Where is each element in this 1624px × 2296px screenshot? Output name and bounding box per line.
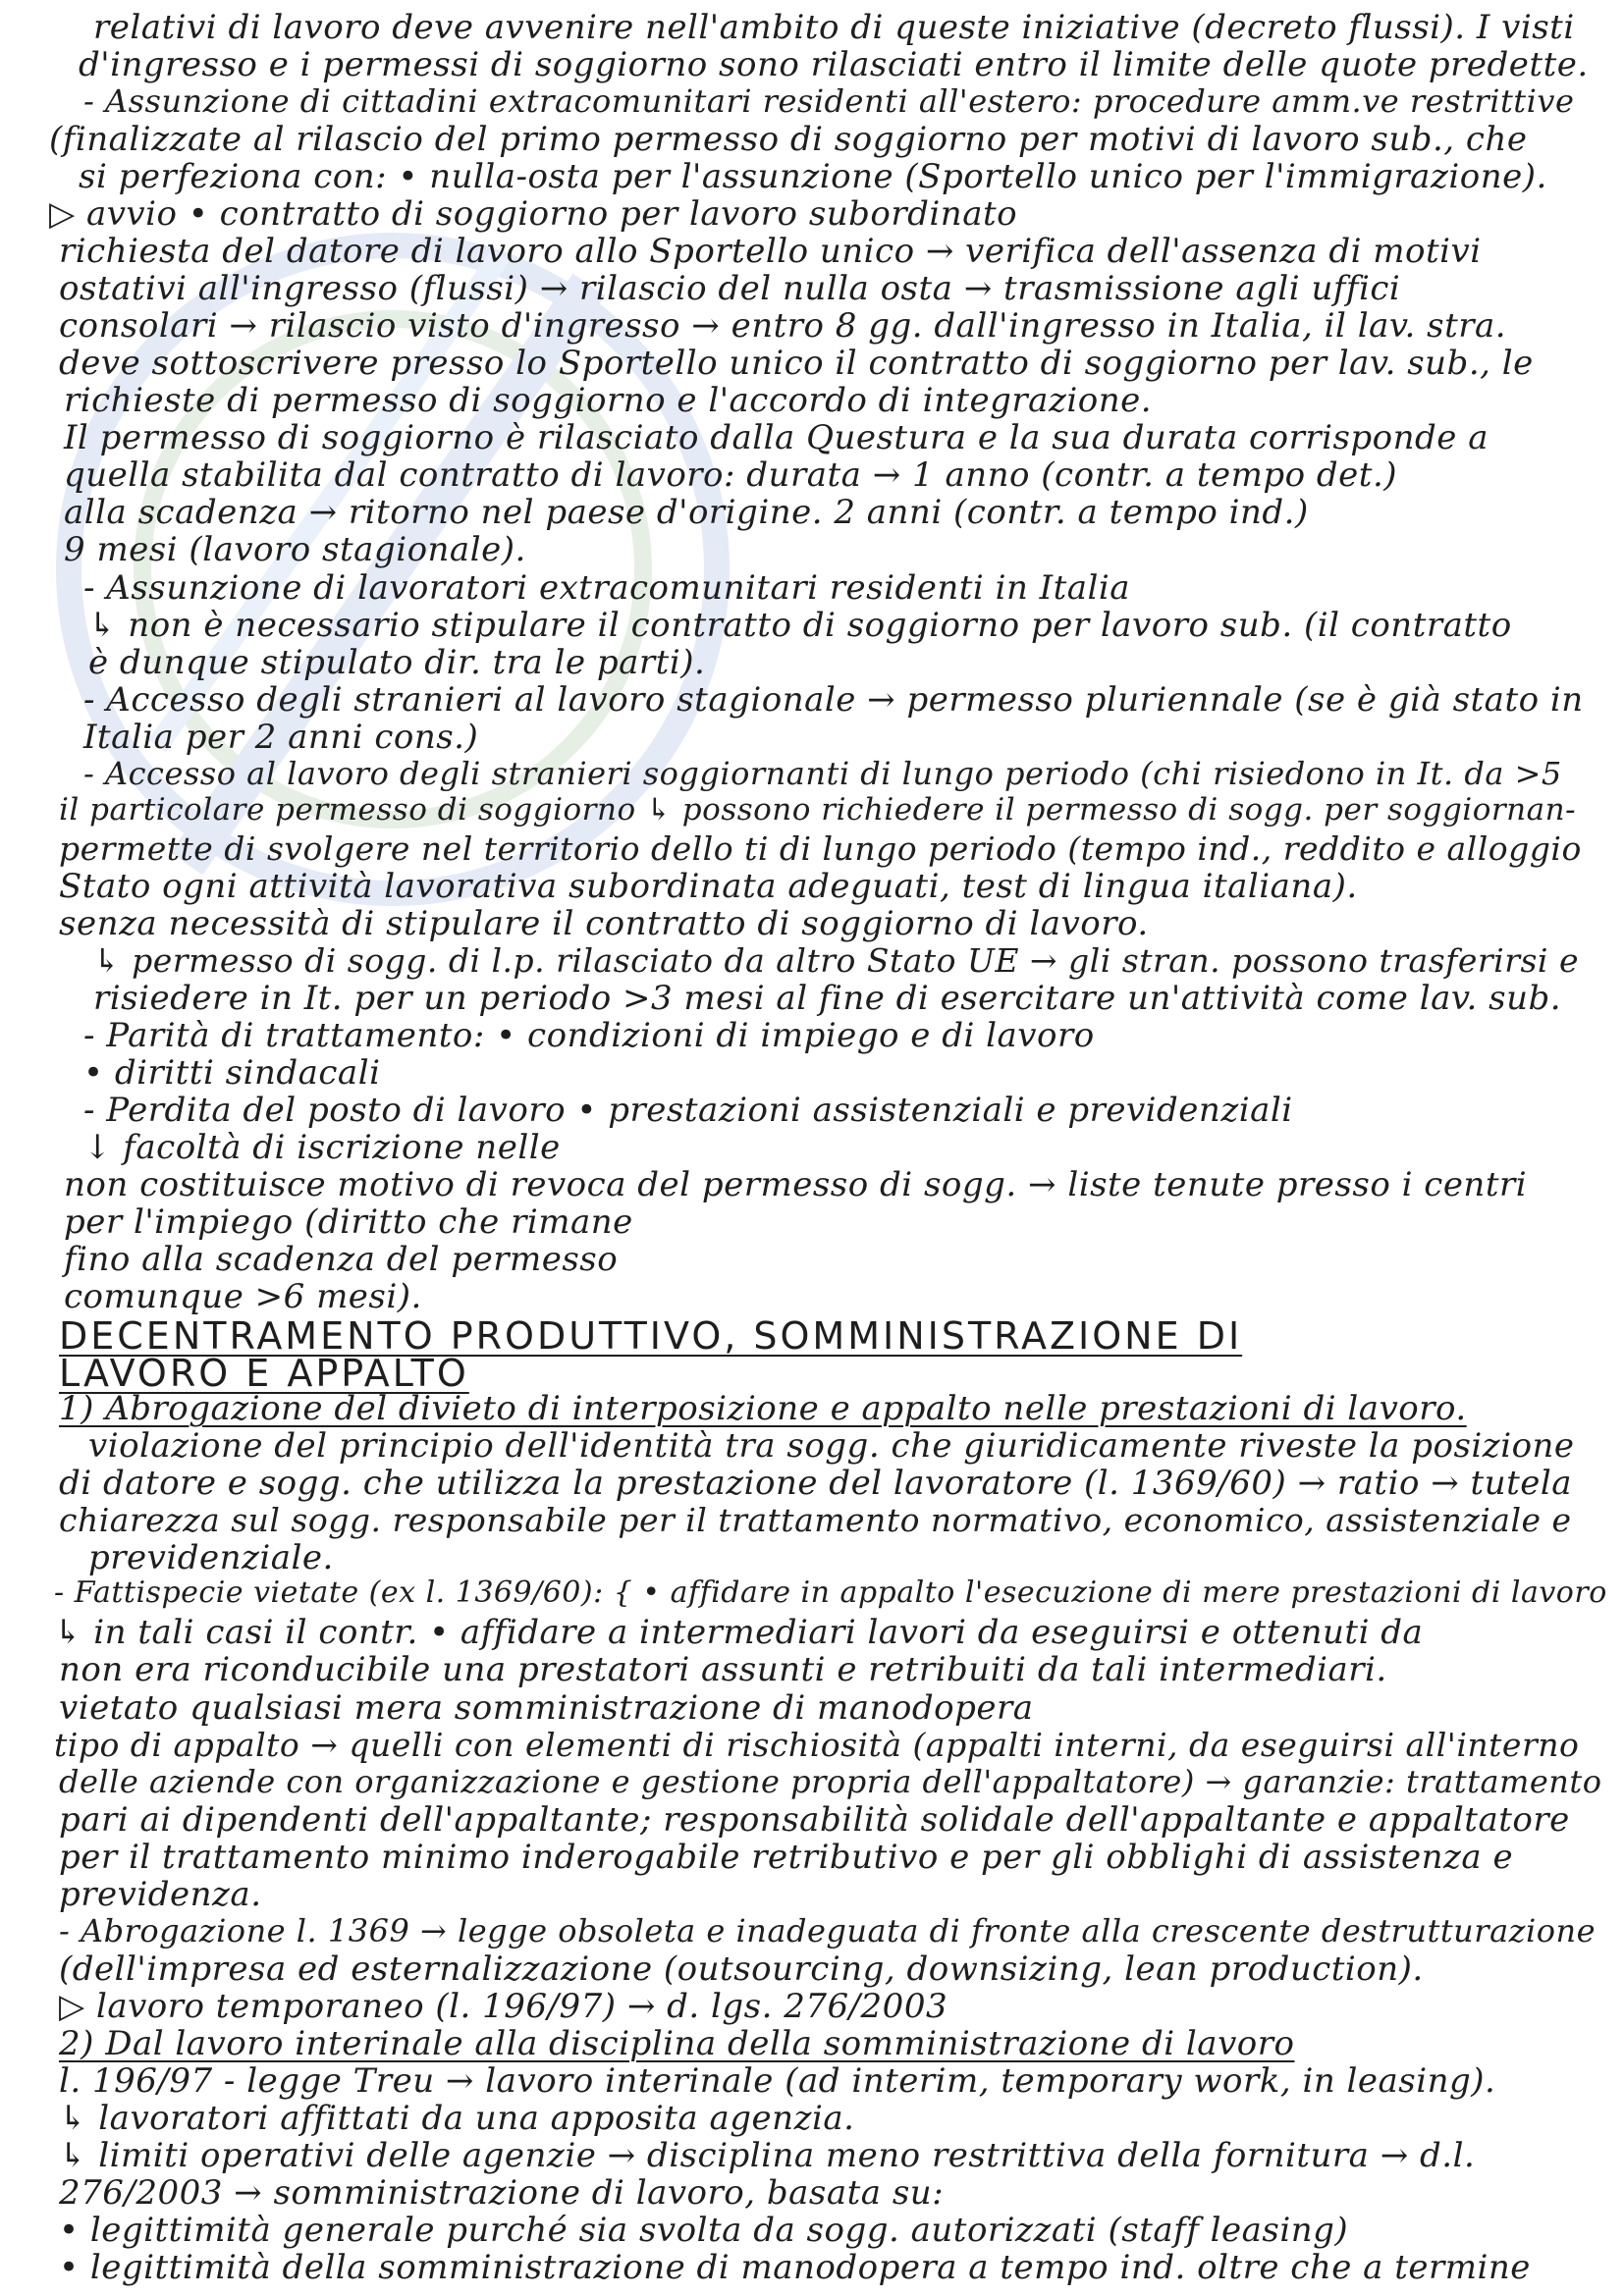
note-line: previdenza. [59,1874,262,1914]
note-line: ↳ in tali casi il contr. • affidare a intermediari lavori da eseguirsi e ottenuti da [54,1613,1424,1653]
note-line: 1) Abrogazione del divieto di interposizione e appalto nelle prestazioni di lavoro. [59,1389,1467,1429]
note-line: - Accesso degli stranieri al lavoro stagionale → permesso pluriennale (se è già stato in [83,679,1584,720]
note-line: - Abrogazione l. 1369 → legge obsoleta e inadeguata di fronte alla crescente destrutturazione [59,1911,1597,1949]
note-line: violazione del principio dell'identità tra sogg. che giuridicamente riveste la posizione [88,1426,1575,1467]
note-line: - Perdita del posto di lavoro • prestazioni assistenziali e previdenziali [83,1090,1293,1130]
note-line: ↓ facoltà di iscrizione nelle [83,1128,561,1167]
note-line: - Assunzione di cittadini extracomunitari residenti all'estero: procedure amm.ve restrittive [83,82,1575,121]
note-line: ostativi all'ingresso (flussi) → rilascio del nulla osta → trasmissione agli uffici [59,269,1401,309]
note-line: il particolare permesso di soggiorno ↳ possono richiedere il permesso di sogg. per soggiornan- [59,791,1577,828]
note-line: - Parità di trattamento: • condizioni di impiego e di lavoro [83,1015,1095,1055]
note-line: ↳ non è necessario stipulare il contratto di soggiorno per lavoro sub. (il contratto [88,605,1512,645]
note-line: di datore e sogg. che utilizza la prestazione del lavoratore (l. 1369/60) → ratio → tutela [59,1464,1573,1504]
note-line: per l'impiego (diritto che rimane [64,1202,633,1243]
note-line: ↳ permesso di sogg. di l.p. rilasciato da altro Stato UE → gli stran. possono trasferirsi e [93,940,1580,980]
note-line: • legittimità della somministrazione di manodopera a tempo ind. oltre che a termine [59,2248,1531,2287]
note-line: l. 196/97 - legge Treu → lavoro interinale (ad interim, temporary work, in leasing). [59,2060,1496,2101]
note-line: pari ai dipendenti dell'appaltante; responsabilità solidale dell'appaltante e appaltatore [59,1799,1570,1840]
note-line: richiesta del datore di lavoro allo Sportello unico → verifica dell'assenza di motivi [59,232,1482,272]
note-line: delle aziende con organizzazione e gestione propria dell'appaltatore) → garanzie: trattamento [59,1762,1602,1800]
note-line: risiedere in It. per un periodo >3 mesi al fine di esercitare un'attività come lav. sub. [93,978,1562,1018]
note-line: 276/2003 → somministrazione di lavoro, basata su: [59,2172,945,2213]
note-line: • diritti sindacali [83,1052,381,1093]
note-line: quella stabilita dal contratto di lavoro: durata → 1 anno (contr. a tempo det.) [64,455,1398,496]
note-line: permette di svolgere nel territorio dello ti di lungo periodo (tempo ind., reddito e alloggio [59,828,1582,868]
note-line: vietato qualsiasi mera somministrazione di manodopera [59,1687,1034,1728]
note-line: 9 mesi (lavoro stagionale). [64,530,526,570]
section-heading: DECENTRAMENTO PRODUTTIVO, SOMMINISTRAZIONE DI [59,1314,1243,1359]
note-line: richieste di permesso di soggiorno e l'accordo di integrazione. [64,381,1153,421]
note-line: tipo di appalto → quelli con elementi di rischiosità (appalti interni, da eseguirsi all'interno [54,1725,1580,1764]
note-line: Il permesso di soggiorno è rilasciato dalla Questura e la sua durata corrisponde a [64,418,1489,458]
note-line: non costituisce motivo di revoca del permesso di sogg. → liste tenute presso i centri [64,1165,1528,1205]
note-line: si perfeziona con: • nulla-osta per l'assunzione (Sportello unico per l'immigrazione). [79,157,1547,197]
note-line: ▷ avvio • contratto di soggiorno per lavoro subordinato [49,194,1018,235]
note-line: Stato ogni attività lavorativa subordinata adeguati, test di lingua italiana). [59,866,1358,906]
note-line: senza necessità di stipulare il contratto di soggiorno di lavoro. [59,903,1149,943]
note-line: ▷ lavoro temporaneo (l. 196/97) → d. lgs. 276/2003 [59,1986,948,2026]
note-line: Italia per 2 anni cons.) [83,717,479,757]
note-line: (dell'impresa ed esternalizzazione (outsourcing, downsizing, lean production). [59,1949,1424,1989]
note-line: fino alla scadenza del permesso [64,1240,619,1280]
note-line: • legittimità generale purché sia svolta da sogg. autorizzati (staff leasing) [59,2210,1349,2250]
note-line: (finalizzate al rilascio del primo permesso di soggiorno per motivi di lavoro sub., che [49,120,1528,160]
note-line: per il trattamento minimo inderogabile retributivo e per gli obblighi di assistenza e [59,1837,1514,1877]
note-line: previdenziale. [88,1538,334,1578]
section-heading: LAVORO E APPALTO [59,1352,469,1396]
note-line: - Accesso al lavoro degli stranieri soggiornanti di lungo periodo (chi risiedono in It. da >5 [83,754,1562,792]
note-line: è dunque stipulato dir. tra le parti). [88,642,706,682]
note-line: comunque >6 mesi). [64,1277,422,1317]
note-line: ↳ limiti operativi delle agenzie → disciplina meno restrittiva della fornitura → d.l. [59,2135,1476,2175]
note-line: 2) Dal lavoro interinale alla disciplina della somministrazione di lavoro [59,2023,1295,2063]
note-line: alla scadenza → ritorno nel paese d'origine. 2 anni (contr. a tempo ind.) [64,493,1309,533]
note-line: relativi di lavoro deve avvenire nell'ambito di queste iniziative (decreto flussi). I visti [93,8,1575,47]
note-line: consolari → rilascio visto d'ingresso → entro 8 gg. dall'ingresso in Italia, il lav. stra. [59,306,1507,347]
note-line: non era riconducibile una prestatori assunti e retribuiti da tali intermediari. [59,1650,1387,1690]
note-line: - Fattispecie vietate (ex l. 1369/60): { • affidare in appalto l'esecuzione di mere prestazioni di lavoro [54,1575,1607,1611]
note-line: - Assunzione di lavoratori extracomunitari residenti in Italia [83,567,1131,608]
note-line: chiarezza sul sogg. responsabile per il trattamento normativo, economico, assistenziale e [59,1501,1572,1540]
note-line: ↳ lavoratori affittati da una apposita agenzia. [59,2098,855,2138]
note-line: deve sottoscrivere presso lo Sportello unico il contratto di soggiorno per lav. sub., le [59,344,1534,384]
note-line: d'ingresso e i permessi di soggiorno sono rilasciati entro il limite delle quote predette. [79,45,1589,85]
